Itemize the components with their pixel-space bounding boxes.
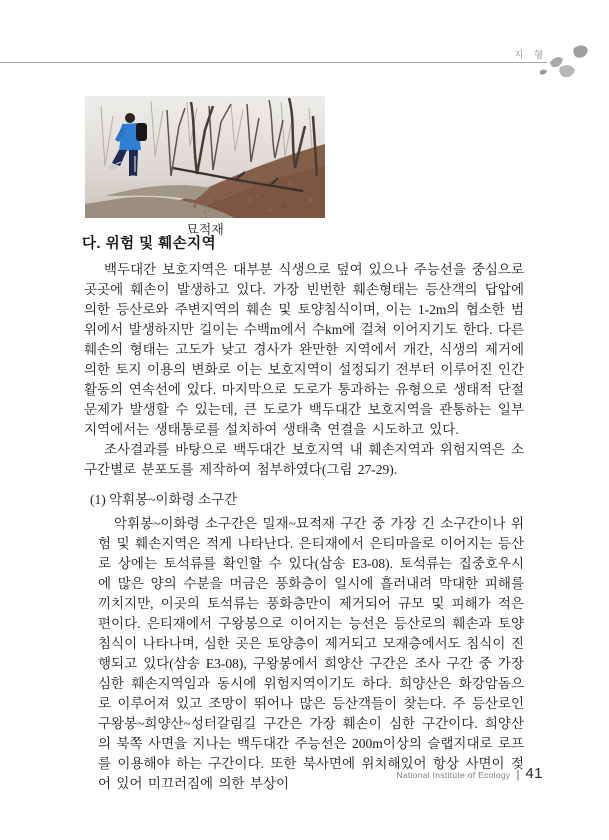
paragraph-2: 조사결과를 바탕으로 백두대간 보호지역 내 훼손지역과 위험지역은 소구간별로 분포도를 제작하여 첨부하였다(그림 27-29). <box>84 442 524 477</box>
leaf-ornament-icon <box>536 40 592 84</box>
paragraph-3: 악휘봉~이화령 소구간은 밀재~묘적재 구간 중 가장 긴 소구간이나 위험 및 훼손지역은 적게 나타난다. 은티재에서 은티마을로 이어지는 등산로 상에는 토석류를 확인할 수 있다(삼송 E3-08). 토석류는 집중호우시에 많은 양의 수분을 머금은 풍화층이 일시에 흘러내려 막대한 피해를 끼치지만, 이곳의 토석류는 풍화층만이 제거되어 규모 및 피해가 적은 편이다. 은티재에서 구왕봉으로 이어지는 능선은 등산로의 훼손과 토양침식이 나타나며, 심한 곳은 토양층이 제거되고 모재층에서도 침식이 진행되고 있다(삼송 E3-08), 구왕봉에서 희양산 구간은 조사 구간 중 가장 심한 훼손지역임과 동시에 위험지역이기도 하다. 희양산은 화강암돔으로 이루어져 있고 조망이 뛰어나 많은 등산객들이 찾는다. 주 등산로인 구왕봉~희양산~성터갈림길 구간은 가장 훼손이 심한 구간이다. 희양산의 북쪽 사면을 지나는 백두대간 주능선은 200m이상의 슬랩지대로 로프를 이용해야 하는 구간이다. 또한 북사면에 위치해있어 항상 사면이 젖어 있어 미끄러짐에 의한 부상이 <box>98 516 524 791</box>
body-content <box>84 234 524 794</box>
header-rule <box>0 62 547 63</box>
page-number: 41 <box>525 765 543 782</box>
subsection-heading: (1) 악휘봉~이화령 소구간 <box>90 492 238 507</box>
section-heading: 다. 위험 및 훼손지역 <box>82 236 217 252</box>
trail-photo-image <box>85 96 325 218</box>
header-section-label: 지 형 <box>514 50 547 61</box>
figure-caption: 묘적재 <box>186 222 224 237</box>
footer-separator: | <box>516 769 520 781</box>
trail-photo <box>85 96 325 218</box>
publisher-name: National Institute of Ecology <box>396 770 511 780</box>
paragraph-1: 백두대간 보호지역은 대부분 식생으로 덮여 있으나 주능선을 중심으로 곳곳에 훼손이 발생하고 있다. 가장 빈번한 훼손형태는 등산객의 답압에 의한 등산로와 주변지역의 훼손 및 토양침식이며, 이는 1-2m의 협소한 범위에서 발생하지만 길이는 수백m에서 수km에 걸쳐 이어지기도 한다. 다른 훼손의 형태는 고도가 낮고 경사가 완만한 지역에서 개간, 식생의 제거에 의한 토지 이용의 변화로 이는 보호지역이 설정되기 전부터 이루어진 인간 활동의 연속선에 있다. 마지막으로 도로가 통과하는 유형으로 생태적 단절 문제가 발생할 수 있는데, 큰 도로가 백두대간 보호지역을 관통하는 일부지역에서는 생태통로를 설치하여 생태축 연결을 시도하고 있다. <box>84 262 524 437</box>
page-footer <box>396 765 543 782</box>
